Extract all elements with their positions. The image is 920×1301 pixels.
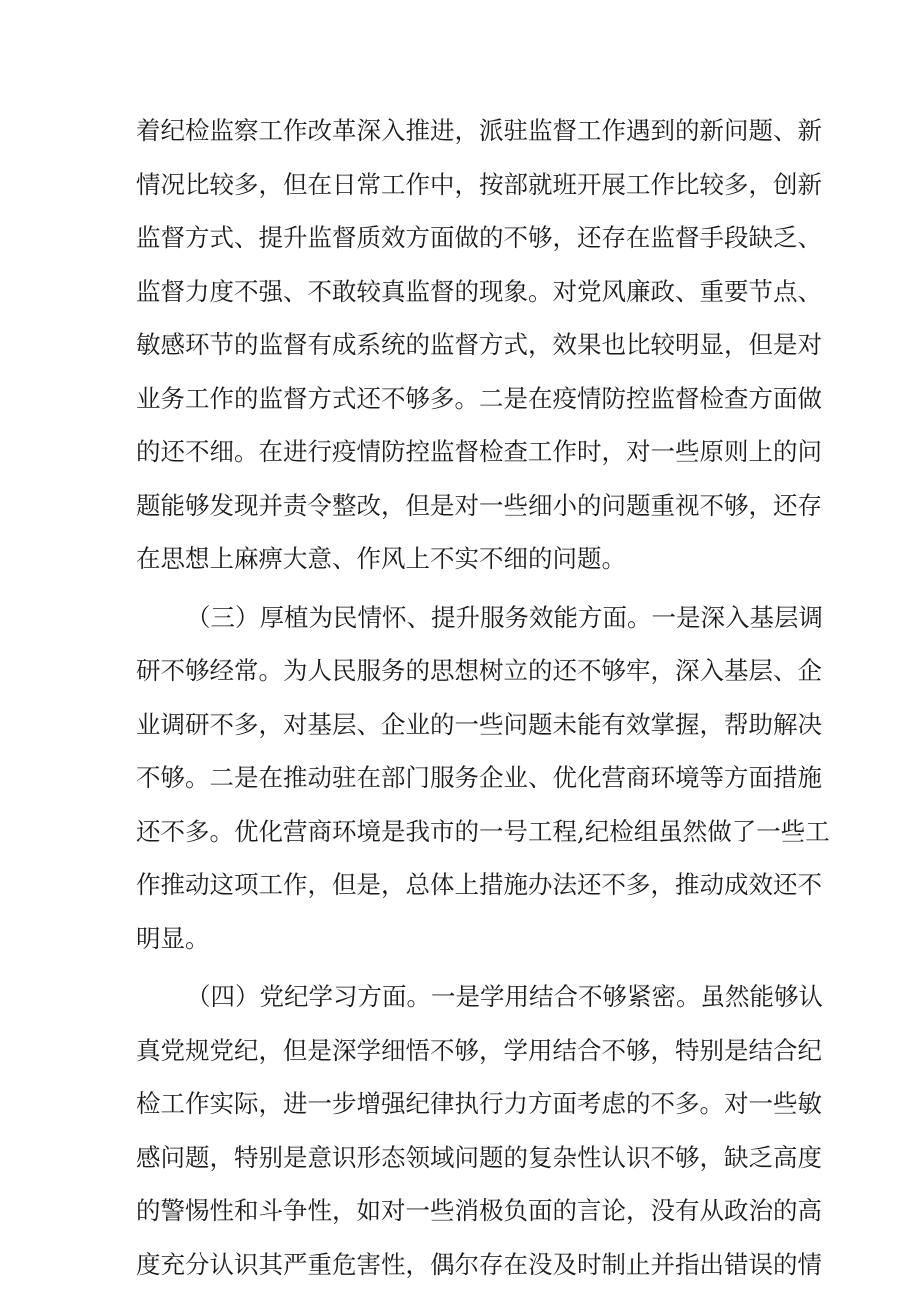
paragraph-line: 不够。二是在推动驻在部门服务企业、优化营商环境等方面措施 [136, 763, 822, 792]
paragraph-line: 业务工作的监督方式还不够多。二是在疫情防控监督检查方面做 [136, 383, 822, 413]
paragraph-line: 作推动这项工作，但是，总体上措施办法还不多，推动成效还不 [136, 870, 822, 899]
paragraph-1 [136, 104, 822, 586]
paragraph-line: 敏感环节的监督有成系统的监督方式，效果也比较明显，但是对 [136, 330, 822, 359]
paragraph-line: 的警惕性和斗争性，如对一些消极负面的言论，没有从政治的高 [136, 1196, 822, 1225]
paragraph-line: 监督方式、提升监督质效方面做的不够，还存在监督手段缺乏、 [136, 223, 822, 252]
paragraph-line: 着纪检监察工作改革深入推进，派驻监督工作遇到的新问题、新 [136, 116, 822, 145]
paragraph-line: 在思想上麻痹大意、作风上不实不细的问题。 [136, 544, 626, 573]
paragraph-line: 明显。 [136, 923, 210, 953]
document-body [136, 104, 830, 1291]
paragraph-line: 业调研不多，对基层、企业的一些问题未能有效掌握，帮助解决 [136, 709, 822, 739]
paragraph-line: 的还不细。在进行疫情防控监督检查工作时，对一些原则上的问 [136, 437, 822, 466]
paragraph-line: 检工作实际，进一步增强纪律执行力方面考虑的不多。对一些敏 [136, 1089, 822, 1118]
paragraph-line: 度充分认识其严重危害性，偶尔存在没及时制止并指出错误的情 [136, 1249, 822, 1279]
paragraph-line: （四）党纪学习方面。一是学用结合不够紧密。虽然能够认 [186, 982, 823, 1011]
paragraph-3 [136, 970, 823, 1291]
paragraph-line: 题能够发现并责令整改，但是对一些细小的问题重视不够，还存 [136, 490, 822, 520]
paragraph-line: 感问题，特别是意识形态领域问题的复杂性认识不够，缺乏高度 [136, 1142, 822, 1172]
paragraph-line: 真党规党纪，但是深学细悟不够，学用结合不够，特别是结合纪 [136, 1035, 822, 1065]
paragraph-2 [136, 591, 830, 966]
paragraph-line: 研不够经常。为人民服务的思想树立的还不够牢，深入基层、企 [136, 656, 822, 685]
paragraph-line: 监督力度不强、不敢较真监督的现象。对党风廉政、重要节点、 [136, 276, 822, 306]
paragraph-line: 情况比较多，但在日常工作中，按部就班开展工作比较多，创新 [136, 169, 822, 199]
paragraph-line: （三）厚植为民情怀、提升服务效能方面。一是深入基层调 [186, 602, 823, 632]
paragraph-line: 还不多。优化营商环境是我市的一号工程,纪检组虽然做了一些工 [136, 816, 830, 846]
